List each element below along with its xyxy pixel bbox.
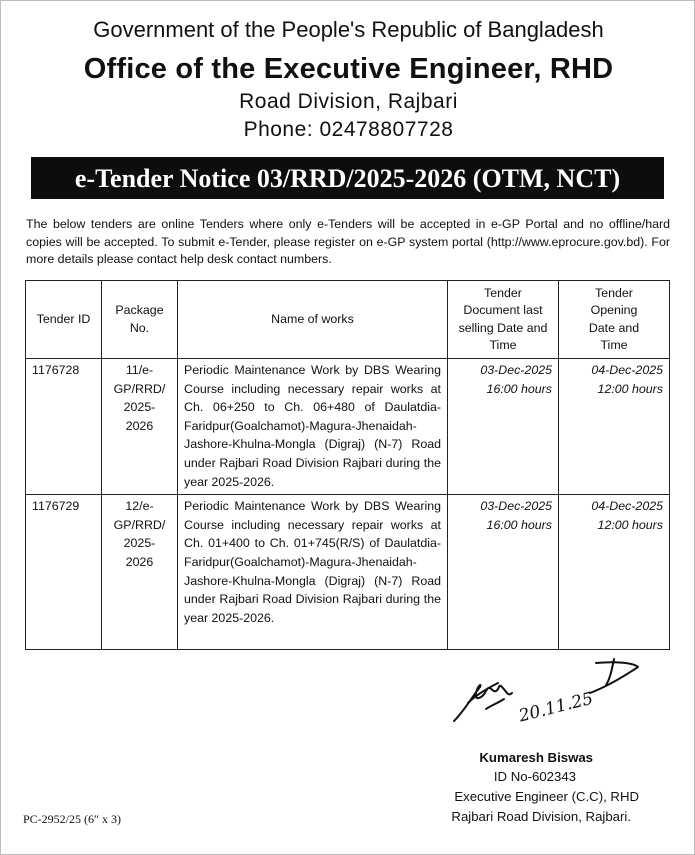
- tender-id-cell: 1176729: [26, 495, 102, 650]
- opening-date: 04-Dec-2025: [591, 499, 663, 514]
- header-opening-date: Tender Opening Date and Time: [559, 281, 670, 359]
- division-name: Road Division, Rajbari: [239, 90, 458, 113]
- package-no-line: GP/RRD/: [113, 517, 166, 532]
- package-no-line: GP/RRD/: [113, 381, 166, 396]
- package-no-line: 2026: [125, 418, 154, 433]
- package-no-line: 2025-: [123, 400, 156, 415]
- tender-table: [25, 280, 670, 650]
- opening-date: 04-Dec-2025: [591, 363, 663, 377]
- package-no-line: 11/e-: [125, 363, 154, 377]
- table-header-row: [26, 281, 670, 359]
- package-no-cell: [102, 359, 178, 495]
- package-no-line: 2025-: [123, 536, 156, 551]
- intro-paragraph: The below tenders are online Tenders where only e-Tenders will be accepted in e-GP Portal and no offline/hard copies will be accepted. To submit e-Tender, please register on e-GP system portal (http://www.eprocure.gov.bd). For more details please contact help desk contact numbers.: [26, 217, 670, 266]
- signatory-id: ID No-602343: [493, 769, 576, 784]
- selling-date-cell: [448, 359, 559, 495]
- government-heading: Government of the People's Republic of Bangladesh: [93, 17, 604, 42]
- header-selling-date: Tender Document last selling Date and Time: [448, 281, 559, 359]
- package-no-line: 2026: [125, 554, 154, 569]
- works-description-cell: Periodic Maintenance Work by DBS Wearing Course including necessary repair works at Ch. 06+250 to Ch. 06+480 of Daulatdia-Faridpur(Goalchamot)-Magura-Jhenaidah-Jashore-Khulna-Mongla (Digraj) (N-7) Road under Rajbari Road Division Rajbari during the year 2025-2026.: [178, 359, 448, 495]
- phone-number: Phone: 02478807728: [243, 118, 454, 141]
- selling-time: 16:00 hours: [486, 381, 552, 396]
- works-description-cell: Periodic Maintenance Work by DBS Wearing Course including necessary repair works at Ch. 01+400 to Ch. 01+745(R/S) of Daulatdia-Faridpur(Goalchamot)-Magura-Jhenaidah-Jashore-Khulna-Mongla (Digraj) (N-7) Road under Rajbari Road Division Rajbari during the year 2025-2026.: [178, 495, 448, 650]
- table-row: [26, 359, 670, 495]
- header-package-no: Package No.: [102, 281, 178, 359]
- header-tender-id: Tender ID: [26, 281, 102, 359]
- header-name-of-works: Name of works: [178, 281, 448, 359]
- selling-date: 03-Dec-2025: [480, 499, 552, 514]
- selling-time: 16:00 hours: [486, 517, 552, 532]
- pc-reference: PC-2952/25 (6″ x 3): [23, 812, 121, 826]
- opening-time: 12:00 hours: [597, 517, 663, 532]
- opening-time: 12:00 hours: [597, 381, 663, 396]
- selling-date-cell: [448, 495, 559, 650]
- signatory-office: Rajbari Road Division, Rajbari.: [451, 809, 631, 824]
- opening-date-cell: [559, 359, 670, 495]
- package-no-cell: [102, 495, 178, 650]
- package-no-line: 12/e-: [125, 499, 154, 514]
- table-row: [26, 495, 670, 650]
- handwritten-signature: [446, 653, 646, 733]
- signatory-name: Kumaresh Biswas: [479, 750, 593, 765]
- notice-title-banner: e-Tender Notice 03/RRD/2025-2026 (OTM, NCT): [31, 157, 664, 199]
- selling-date: 03-Dec-2025: [480, 363, 552, 377]
- opening-date-cell: [559, 495, 670, 650]
- tender-id-cell: 1176728: [26, 359, 102, 495]
- signatory-designation: Executive Engineer (C.C), RHD: [454, 789, 639, 804]
- office-title: Office of the Executive Engineer, RHD: [83, 53, 614, 85]
- signature-date: 20.11.25: [516, 688, 596, 727]
